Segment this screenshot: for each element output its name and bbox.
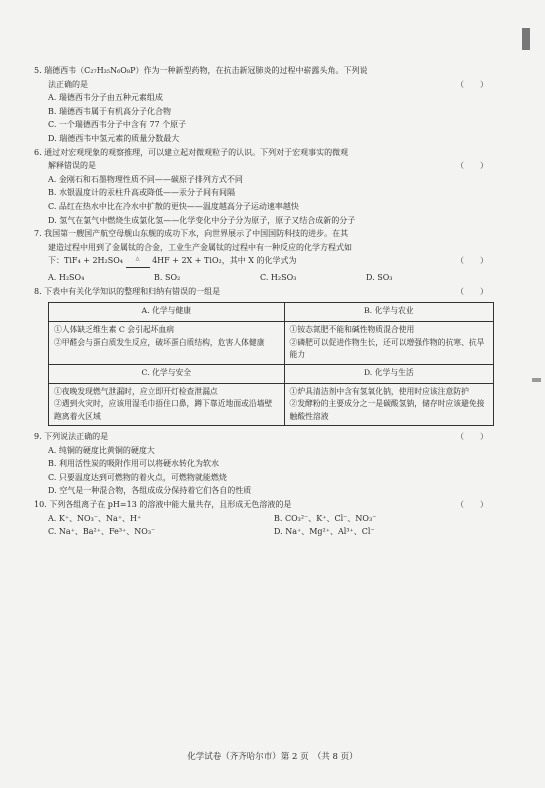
q6-stem-line2: 解释错误的是 (48, 161, 96, 171)
q6-option-d: D. 氢气在氯气中燃烧生成氯化氢——化学变化中分子分为原子，原子又结合成新的分子 (48, 215, 356, 225)
q8-cell-b-body: ①铵态氮肥不能和碱性物质混合使用 ②磷肥可以促进作物生长，还可以增强作物的抗寒、抗旱能力 (284, 322, 493, 365)
q6-stem-line1: 6. 通过对宏观现象的观察推理，可以建立起对微观粒子的认识。下列对于宏观事实的微观 (34, 147, 349, 157)
q8-cell-d-title: D. 化学与生活 (284, 364, 493, 383)
q5-stem-line1: 5. 瑞德西韦（C₂₇H₃₅N₆O₈P）作为一种新型药物，在抗击新冠肺炎的过程中崭露头角。下列说 (34, 66, 368, 75)
q7-eq-right: 4HF + 2X + TiO₂，其中 X 的化学式为 (152, 256, 297, 266)
q5-answer-paren: （ ） (456, 79, 488, 89)
q9-option-d: D. 空气是一种混合物，各组成成分保持着它们各自的性质 (48, 486, 252, 496)
q7-options (34, 271, 502, 285)
q7-option-d: D. SO₃ (366, 272, 393, 282)
q5-option-b: B. 瑞德西韦属于有机高分子化合物 (48, 106, 171, 116)
q9-answer-paren: （ ） (456, 432, 488, 442)
q10-option-d: D. Na⁺、Mg²⁺、Al³⁺、Cl⁻ (274, 527, 375, 537)
q7-option-a: A. H₂SO₄ (48, 272, 85, 282)
margin-tick (532, 378, 541, 382)
q7-equation (34, 254, 296, 271)
q5-option-a: A. 瑞德西韦分子由五种元素组成 (48, 93, 163, 103)
q6-option-b: B. 水银温度计的汞柱升高或降低——汞分子间有间隔 (48, 188, 235, 198)
q7-option-b: B. SO₂ (154, 272, 181, 282)
q8-cell-b-title: B. 化学与农业 (284, 303, 493, 322)
q10-answer-paren: （ ） (456, 500, 488, 510)
binding-mark (522, 28, 530, 50)
q5-stem-line2: 法正确的是 (48, 79, 88, 89)
q7-stem-line1: 7. 我国第一艘国产航空母舰山东舰的成功下水，向世界展示了中国国防科技的进步。在其 (34, 229, 349, 239)
q10-stem: 10. 下列各组离子在 pH=13 的溶液中能大量共存，且形成无色溶液的是 (34, 500, 292, 510)
q10-option-a: A. K⁺、NO₃⁻、Na⁺、H⁺ (48, 513, 142, 523)
q8-cell-c-body: ①夜晚发现燃气泄漏时，应立即开灯检查泄漏点 ②遇到火灾时，应该用湿毛巾捂住口鼻，蹲下靠近地面或沿墙壁跑离着火区域 (49, 383, 285, 426)
q5-option-d: D. 瑞德西韦中氢元素的质量分数最大 (48, 133, 180, 143)
q7-stem-line2: 建造过程中用到了金属钛的合金，工业生产金属钛的过程中有一种反应的化学方程式如 (48, 242, 352, 252)
q7-eq-left: 下：TiF₄ + 2H₂SO₄ (48, 256, 123, 266)
q6-answer-paren: （ ） (456, 161, 488, 171)
q6-option-c: C. 品红在热水中比在冷水中扩散的更快——温度越高分子运动速率越快 (48, 201, 299, 211)
q9-option-c: C. 只要温度达到可燃物的着火点，可燃物就能燃烧 (48, 472, 227, 482)
q10-option-b: B. CO₃²⁻、K⁺、Cl⁻、NO₃⁻ (274, 513, 377, 523)
q8-cell-a-body: ①人体缺乏维生素 C 会引起坏血病 ②甲醛会与蛋白质发生反应，破坏蛋白质结构，危害人体健康 (49, 322, 285, 365)
q8-stem: 8. 下表中有关化学知识的整理和归纳有错误的一组是 (34, 286, 221, 296)
q8-answer-paren: （ ） (456, 286, 488, 296)
q8-cell-d-body: ①炉具清洁剂中含有氢氧化钠，使用时应该注意防护 ②发酵粉的主要成分之一是碳酸氢钠，储存时应该避免接触酸性溶液 (284, 383, 493, 426)
q9-option-b: B. 利用活性炭的吸附作用可以将硬水转化为软水 (48, 459, 219, 469)
q9-stem: 9. 下列说法正确的是 (34, 432, 109, 442)
q8-cell-c-title: C. 化学与安全 (49, 364, 285, 383)
q8-table (48, 302, 494, 426)
q7-answer-paren: （ ） (456, 256, 488, 266)
q10-option-c: C. Na⁺、Ba²⁺、Fe³⁺、NO₃⁻ (48, 527, 156, 537)
q5-option-c: C. 一个瑞德西韦分子中含有 77 个原子 (48, 120, 187, 130)
q6-option-a: A. 金刚石和石墨物理性质不同——碳原子排列方式不同 (48, 174, 243, 184)
page-footer: 化学试卷（齐齐哈尔市）第 2 页 （共 8 页） (187, 752, 358, 762)
q7-eq-arrow: △ (126, 253, 150, 268)
q8-cell-a-title: A. 化学与健康 (49, 303, 285, 322)
q9-option-a: A. 纯铜的硬度比黄铜的硬度大 (48, 445, 155, 455)
questions (34, 64, 502, 539)
q7-option-c: C. H₂SO₃ (260, 272, 297, 282)
